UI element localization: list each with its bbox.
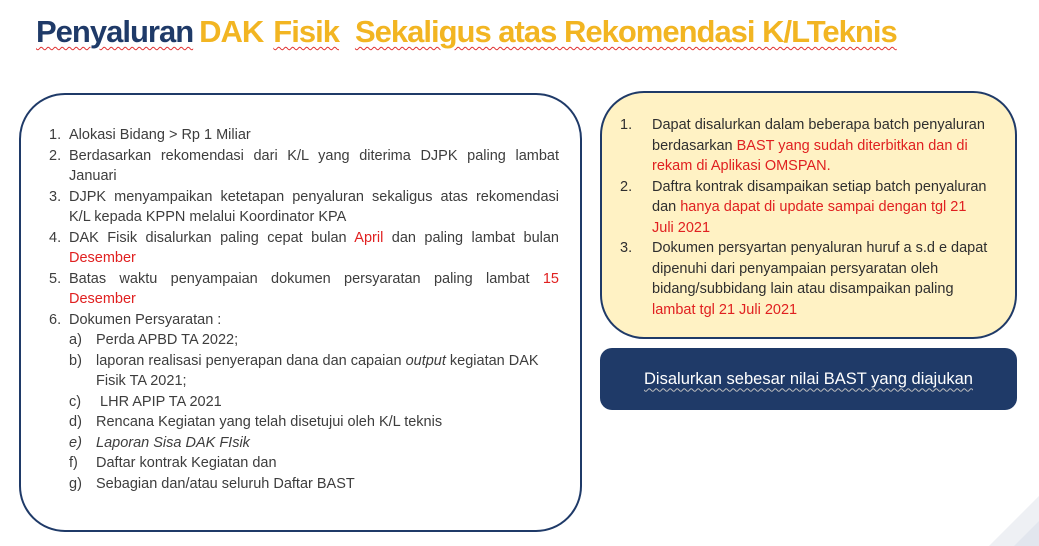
list-item xyxy=(49,310,559,331)
highlight-text: BAST yang sudah diterbitkan dan di rekam di Aplikasi OMSPAN. xyxy=(652,137,968,174)
item-number: 3. xyxy=(49,188,62,205)
item-number: 6. xyxy=(49,311,62,328)
sub-list-item xyxy=(69,453,559,474)
item-text xyxy=(69,228,559,269)
sub-item-letter: e) xyxy=(69,434,82,451)
item-text xyxy=(652,238,990,320)
item-text-part: Daftra kontrak disampaikan setiap batch penyaluran dan xyxy=(652,178,995,215)
item-text xyxy=(652,177,995,239)
sub-list-item xyxy=(69,412,559,433)
item-number: 2. xyxy=(620,178,633,195)
sub-list-item xyxy=(69,330,559,351)
corner-decoration-graphic xyxy=(929,486,1039,546)
item-text-part: Dokumen persyartan penyaluran huruf a s.d e dapat dipenuhi dari penyampaian persyaratan oleh bidang/subbidang lain atau disampaikan paling xyxy=(652,240,988,297)
item-number: 1. xyxy=(620,117,633,133)
item-text: Dokumen Persyaratan : xyxy=(69,311,222,328)
sub-list-item xyxy=(69,433,559,454)
disbursement-notes-box xyxy=(600,91,1017,339)
item-text-part: DAK Fisik disalurkan paling cepat bulan xyxy=(69,229,355,246)
list-item xyxy=(620,177,995,239)
title-part-penyaluran: Penyaluran xyxy=(36,14,194,49)
sub-list-item xyxy=(69,392,559,413)
list-item xyxy=(49,187,559,228)
highlight-text: lambat tgl 21 Juli 2021 xyxy=(652,301,798,318)
item-number: 5. xyxy=(49,270,62,287)
page-title xyxy=(36,14,897,50)
list-item xyxy=(620,115,990,177)
sub-item-letter: f) xyxy=(69,455,78,471)
sub-item-letter: c) xyxy=(69,393,82,410)
list-item xyxy=(620,238,990,320)
sub-list-item xyxy=(69,474,559,495)
item-text-part: Batas waktu penyampaian dokumen persyaratan paling lambat xyxy=(69,270,543,287)
banner-text: Disalurkan sebesar nilai BAST yang diajukan xyxy=(644,369,973,388)
sub-item-text xyxy=(96,351,559,392)
title-part-dak: DAK xyxy=(199,14,264,49)
sub-item-text-part: kegiatan DAK Fisik TA 2021; xyxy=(96,352,539,389)
sub-item-text-part: laporan realisasi penyerapan dana dan capaian xyxy=(96,352,406,369)
sub-item-text: LHR APIP TA 2021 xyxy=(96,393,222,410)
item-number: 3. xyxy=(620,240,633,256)
list-item xyxy=(49,146,559,187)
sub-list-item xyxy=(69,351,559,392)
list-item xyxy=(49,269,559,310)
item-text-part: Dapat disalurkan dalam beberapa batch penyaluran berdasarkan xyxy=(652,117,985,154)
highlight-month-start: April xyxy=(354,229,384,246)
sub-item-text: Laporan Sisa DAK FIsik xyxy=(96,434,250,451)
sub-item-letter: a) xyxy=(69,332,82,348)
highlight-deadline: 15 Desember xyxy=(69,270,559,307)
item-text xyxy=(652,115,990,177)
item-number: 2. xyxy=(49,147,62,164)
item-text-part: dan paling lambat bulan xyxy=(383,229,559,246)
sub-item-text: Rencana Kegiatan yang telah disetujui oleh K/L teknis xyxy=(96,414,443,430)
sub-item-letter: d) xyxy=(69,414,82,430)
sub-item-letter: b) xyxy=(69,352,82,369)
item-text: DJPK menyampaikan ketetapan penyaluran sekaligus atas rekomendasi K/L kepada KPPN melalui Koordinator KPA xyxy=(69,188,559,225)
disbursement-notes-list xyxy=(620,115,995,320)
sub-item-text: Sebagian dan/atau seluruh Daftar BAST xyxy=(96,475,355,492)
sub-item-text: Perda APBD TA 2022; xyxy=(96,332,239,348)
requirements-list xyxy=(49,125,559,494)
highlight-text: hanya dapat di update sampai dengan tgl 21 Juli 2021 xyxy=(652,199,967,236)
title-part-fisik: Fisik xyxy=(273,14,339,49)
item-text xyxy=(69,269,559,310)
list-item xyxy=(49,125,559,146)
item-number: 1. xyxy=(49,127,62,143)
sub-item-letter: g) xyxy=(69,475,82,492)
item-text: Berdasarkan rekomendasi dari K/L yang diterima DJPK paling lambat Januari xyxy=(69,147,559,184)
title-part-rest: Sekaligus atas Rekomendasi K/LTeknis xyxy=(354,14,897,49)
sub-item-italic: output xyxy=(405,352,446,369)
item-number: 4. xyxy=(49,229,62,246)
item-text: Alokasi Bidang > Rp 1 Miliar xyxy=(69,127,251,143)
list-item xyxy=(49,228,559,269)
bast-value-banner xyxy=(600,348,1017,410)
highlight-month-end: Desember xyxy=(69,250,136,266)
sub-item-text: Daftar kontrak Kegiatan dan xyxy=(96,455,277,471)
requirements-box xyxy=(19,93,582,532)
